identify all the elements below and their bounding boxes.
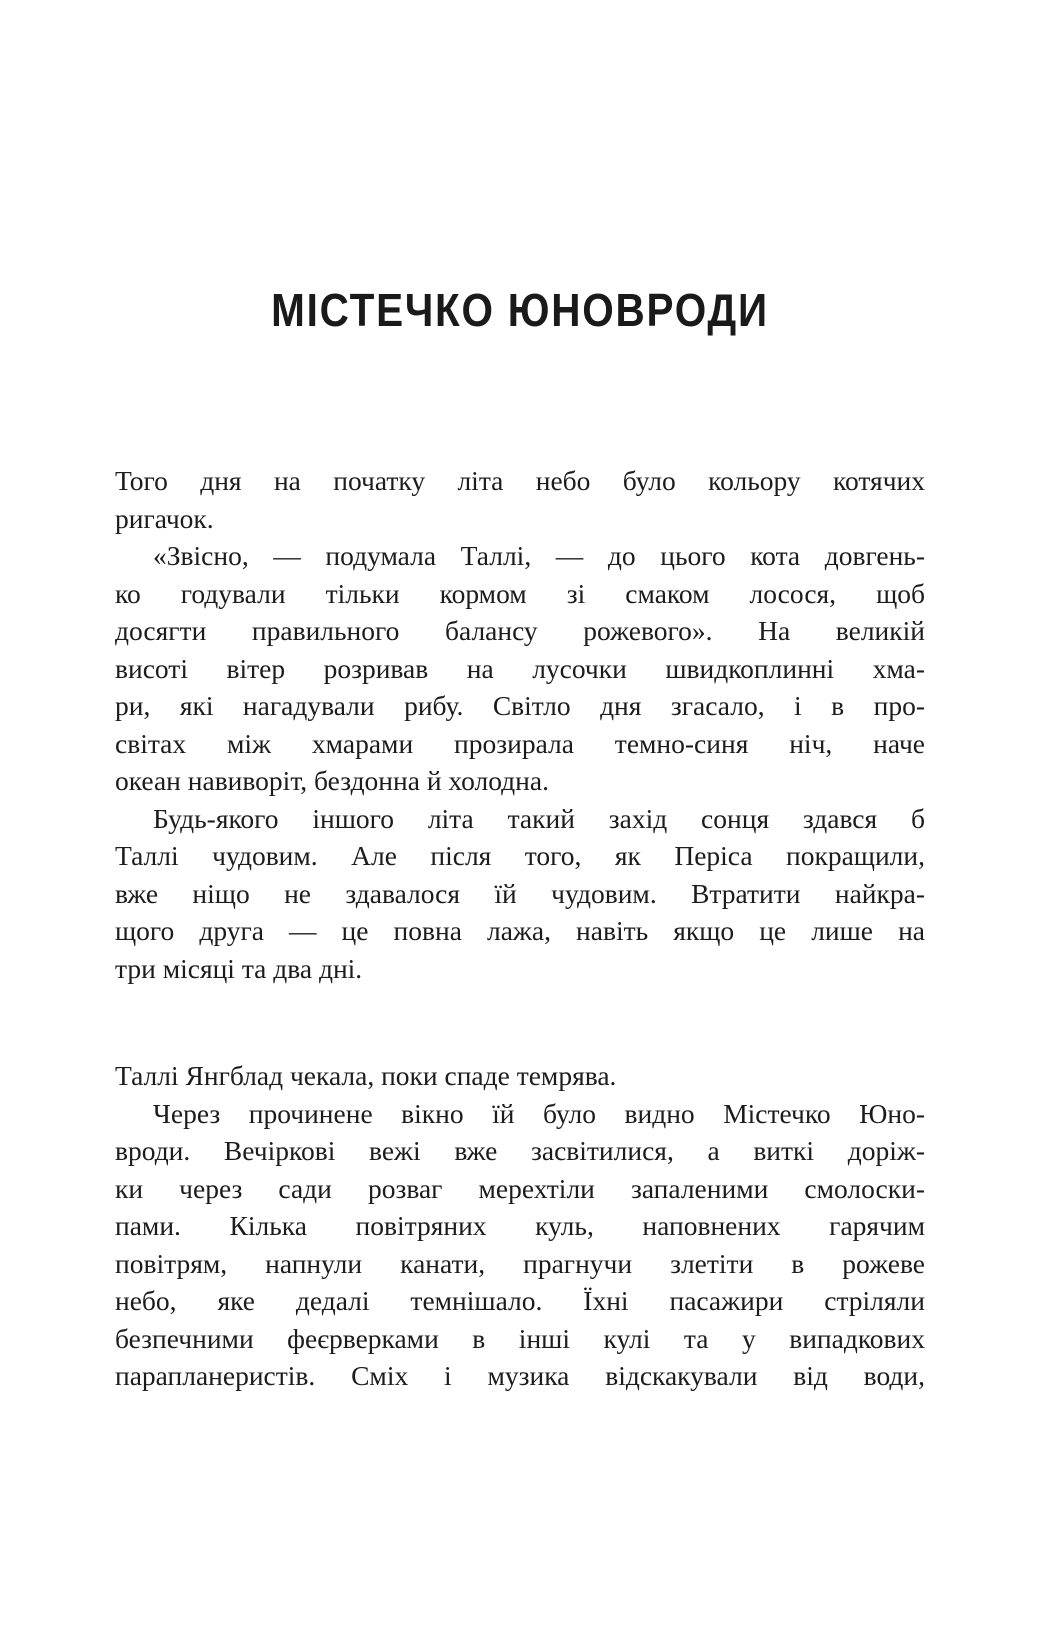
text-line: парапланеристів. Сміх і музика відскакували від води, — [115, 1360, 925, 1391]
text-line: безпечними феєрверками в інші кулі та у випадкових — [115, 1322, 925, 1354]
chapter-title: МІСТЕЧКО ЮНОВРОДИ — [271, 284, 769, 336]
text-line: Того дня на початку літа небо було кольору котячих — [115, 465, 925, 496]
text-line: досягти правильного балансу рожевого». На великій — [115, 615, 925, 646]
text-block — [115, 462, 925, 1395]
paragraph — [115, 1057, 925, 1095]
text-line: світах між хмарами прозирала темно-синя ніч, наче — [115, 727, 925, 759]
text-line: пами. Кілька повітряних куль, наповнених гарячим — [115, 1210, 925, 1241]
text-line: океан навиворіт, бездонна й холодна. — [115, 765, 549, 796]
text-line: ри, які нагадували рибу. Світло дня згасало, і в про- — [115, 690, 925, 721]
paragraph — [115, 537, 925, 800]
text-line: ко годували тільки кормом зі смаком лосося, щоб — [115, 577, 925, 609]
text-line: три місяці та два дні. — [115, 952, 363, 984]
text-line: «Звісно, — подумала Таллі, — до цього кота довгень- — [153, 540, 925, 571]
text-line: вроди. Вечіркові вежі вже засвітилися, а виткі доріж- — [115, 1135, 925, 1166]
text-line: Таллі Янгблад чекала, поки спаде темрява. — [115, 1060, 617, 1091]
text-line: щого друга — це повна лажа, навіть якщо це лише на — [115, 915, 925, 946]
paragraph — [115, 462, 925, 537]
text-line: Будь-якого іншого літа такий захід сонця здався б — [153, 802, 925, 834]
text-line: ригачок. — [115, 502, 214, 534]
text-line: вже ніщо не здавалося їй чудовим. Втратити найкра- — [115, 877, 925, 909]
text-line: Таллі чудовим. Але після того, як Періса покращили, — [115, 840, 925, 871]
text-line: висоті вітер розривав на лусочки швидкоплинні хма- — [115, 652, 925, 684]
paragraph — [115, 800, 925, 988]
text-line: Через прочинене вікно їй було видно Містечко Юно- — [153, 1097, 925, 1129]
text-line: небо, яке дедалі темнішало. Їхні пасажири стріляли — [115, 1285, 925, 1316]
text-line: повітрям, напнули канати, прагнучи злетіти в рожеве — [115, 1247, 925, 1279]
paragraph — [115, 1095, 925, 1395]
text-line: ки через сади розваг мерехтіли запаленими смолоски- — [115, 1172, 925, 1204]
